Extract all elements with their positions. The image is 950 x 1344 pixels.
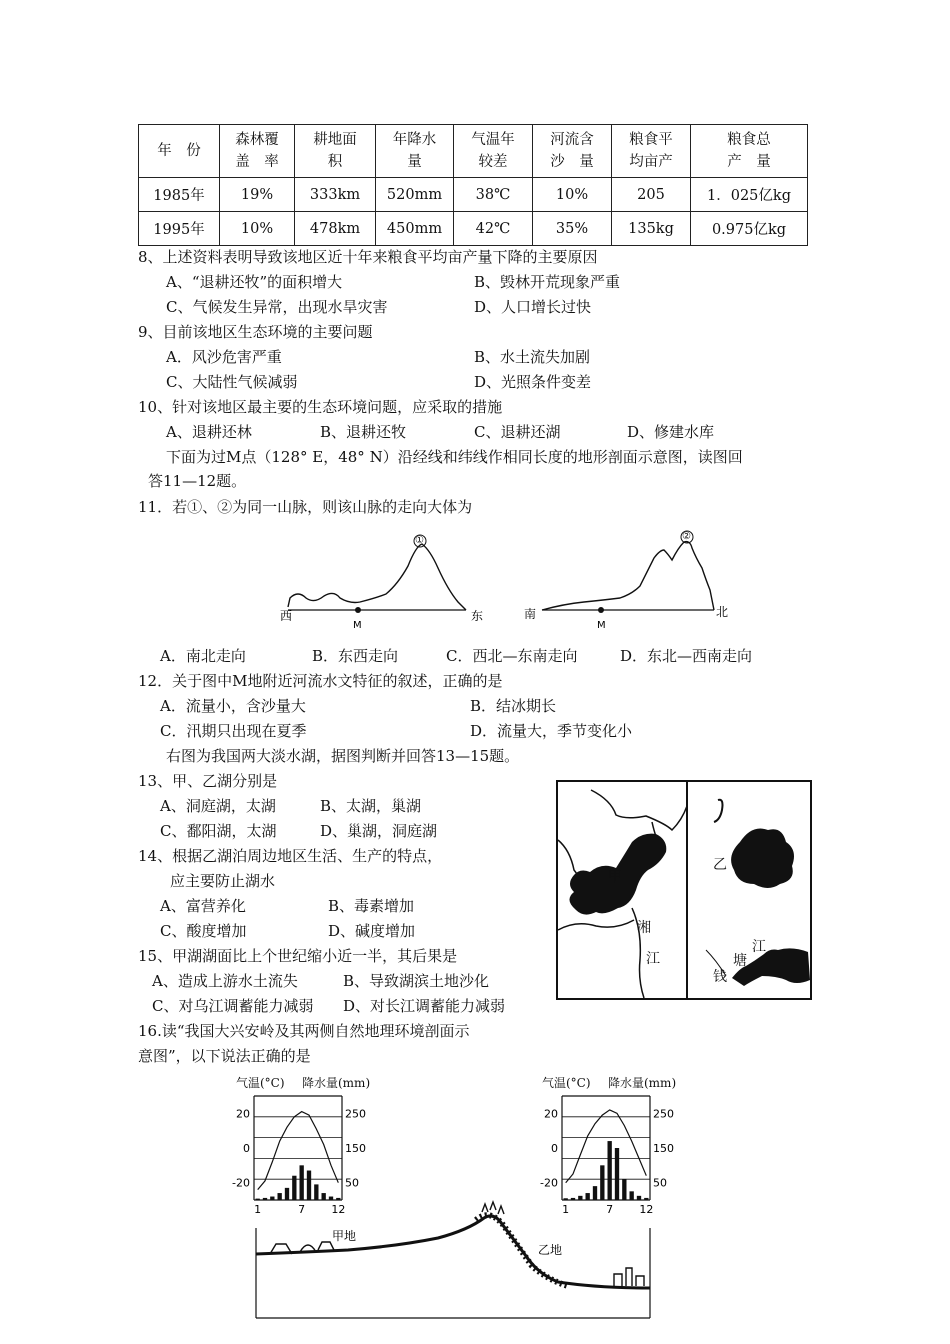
precip-bar bbox=[322, 1193, 326, 1200]
q16-line1: 16.读“我国大兴安岭及其两侧自然地理环境剖面示 bbox=[138, 1022, 470, 1040]
lake-map bbox=[556, 780, 812, 1000]
month-tick-label: 7 bbox=[606, 1203, 614, 1216]
right-temp-label: 气温(°C) bbox=[542, 1076, 591, 1090]
q12-option-d: D．流量大，季节变化小 bbox=[470, 722, 633, 740]
table-header-cell: 粮食总 产 量 bbox=[691, 125, 808, 178]
q14-stem-line1: 14、根据乙湖泊周边地区生活、生产的特点， bbox=[138, 847, 443, 865]
table-header-cell: 粮食平 均亩产 bbox=[612, 125, 691, 178]
q15-option-d: D、对长江调蓄能力减弱 bbox=[343, 997, 506, 1015]
tang-label: 塘 bbox=[733, 953, 747, 969]
table-cell: 1．025亿kg bbox=[691, 178, 808, 212]
q11-option-b: B．东西走向 bbox=[312, 647, 399, 665]
table-cell: 1985年 bbox=[139, 178, 220, 212]
temp-tick-label: -20 bbox=[232, 1176, 250, 1190]
precip-tick-label: 250 bbox=[345, 1107, 366, 1121]
table-cell: 0.975亿kg bbox=[691, 212, 808, 246]
table-header-cell: 年 份 bbox=[139, 125, 220, 178]
month-tick-label: 12 bbox=[331, 1203, 346, 1216]
precip-bar bbox=[285, 1188, 289, 1200]
precip-bar bbox=[608, 1141, 612, 1200]
month-tick-label: 7 bbox=[298, 1203, 306, 1216]
q10-option-a: A、退耕还林 bbox=[166, 423, 252, 441]
q14-stem-line2: 应主要防止湖水 bbox=[170, 872, 276, 890]
q12-option-a: A．流量小，含沙量大 bbox=[160, 697, 306, 715]
precip-bar bbox=[292, 1176, 296, 1200]
climate-chart-right bbox=[540, 1096, 674, 1216]
q10-option-d: D、修建水库 bbox=[627, 423, 715, 441]
table-cell: 42℃ bbox=[454, 212, 533, 246]
q13-option-b: B、太湖，巢湖 bbox=[320, 797, 422, 815]
precip-bar bbox=[600, 1165, 604, 1200]
q10-stem: 10、针对该地区最主要的生态环境问题，应采取的措施 bbox=[138, 398, 503, 416]
month-tick-label: 1 bbox=[562, 1203, 570, 1216]
q13-option-a: A、洞庭湖，太湖 bbox=[160, 797, 276, 815]
precip-bar bbox=[630, 1191, 634, 1200]
q11-option-a: A．南北走向 bbox=[160, 647, 246, 665]
precip-bar bbox=[270, 1197, 274, 1200]
q9-stem: 9、目前该地区生态环境的主要问题 bbox=[138, 323, 373, 341]
climate-chart-left bbox=[232, 1096, 366, 1216]
q12-option-b: B．结冰期长 bbox=[470, 697, 557, 715]
q12-stem: 12．关于图中M地附近河流水文特征的叙述，正确的是 bbox=[138, 672, 503, 690]
precip-bar bbox=[644, 1198, 648, 1200]
q15-option-b: B、导致湖滨土地沙化 bbox=[343, 972, 490, 990]
q13-option-d: D、巢湖，洞庭湖 bbox=[320, 822, 438, 840]
temp-tick-label: 0 bbox=[551, 1142, 558, 1155]
precip-bar bbox=[314, 1184, 318, 1200]
yidi-label: 乙地 bbox=[538, 1243, 563, 1257]
lake-jia-label: 甲 bbox=[608, 869, 622, 885]
terrain-line bbox=[288, 544, 466, 610]
right-precip-label: 降水量(mm) bbox=[608, 1076, 677, 1090]
intro-11-12-line1: 下面为过M点（128° E，48° N）沿经线和纬线作相同长度的地形剖面示意图，读图回 bbox=[166, 448, 743, 466]
q8-option-c: C、气候发生异常，出现水旱灾害 bbox=[166, 298, 388, 316]
precip-tick-label: 150 bbox=[653, 1142, 674, 1155]
precip-bar bbox=[571, 1198, 575, 1200]
precip-tick-label: 50 bbox=[653, 1176, 667, 1190]
q15-stem: 15、甲湖湖面比上个世纪缩小近一半，其后果是 bbox=[138, 947, 458, 965]
profile-west-east bbox=[280, 532, 490, 632]
precip-bar bbox=[278, 1193, 282, 1200]
table-cell: 450mm bbox=[376, 212, 454, 246]
temp-tick-label: 0 bbox=[243, 1142, 250, 1155]
west-label: 西 bbox=[280, 609, 293, 623]
peak-1-label: ① bbox=[415, 535, 424, 546]
table-cell: 478km bbox=[295, 212, 376, 246]
table-cell: 333km bbox=[295, 178, 376, 212]
precip-bar bbox=[586, 1193, 590, 1200]
south-label: 南 bbox=[524, 607, 537, 621]
q14-option-b: B、毒素增加 bbox=[328, 897, 415, 915]
left-temp-label: 气温(°C) bbox=[236, 1076, 285, 1090]
precip-tick-label: 150 bbox=[345, 1142, 366, 1155]
q13-option-c: C、鄱阳湖，太湖 bbox=[160, 822, 277, 840]
jiang-label-left: 江 bbox=[646, 951, 660, 967]
table-header-row bbox=[139, 125, 808, 178]
q13-stem: 13、甲、乙湖分别是 bbox=[138, 772, 278, 790]
table-cell: 19% bbox=[220, 178, 295, 212]
table-row bbox=[139, 178, 808, 212]
precip-bar bbox=[593, 1186, 597, 1200]
climate-profile-figure bbox=[228, 1090, 674, 1320]
q9-option-d: D、光照条件变差 bbox=[474, 373, 592, 391]
table-cell: 205 bbox=[612, 178, 691, 212]
terrain-line bbox=[542, 542, 714, 610]
table-header-cell: 气温年 较差 bbox=[454, 125, 533, 178]
north-label: 北 bbox=[716, 605, 729, 619]
temp-tick-label: 20 bbox=[236, 1107, 250, 1121]
lake-yi-label: 乙 bbox=[713, 857, 727, 873]
q15-option-a: A、造成上游水土流失 bbox=[152, 972, 298, 990]
q8-stem: 8、上述资料表明导致该地区近十年来粮食平均亩产量下降的主要原因 bbox=[138, 248, 598, 266]
temperature-curve bbox=[566, 1110, 647, 1183]
q14-option-a: A、富营养化 bbox=[160, 897, 246, 915]
table-row bbox=[139, 212, 808, 246]
q10-option-b: B、退耕还牧 bbox=[320, 423, 407, 441]
m-point bbox=[355, 607, 361, 613]
q16-line2: 意图”，以下说法正确的是 bbox=[138, 1047, 311, 1065]
table-cell: 35% bbox=[533, 212, 612, 246]
ridge-tree-icon bbox=[482, 1202, 504, 1214]
precip-tick-label: 50 bbox=[345, 1176, 359, 1190]
q9-option-b: B、水土流失加剧 bbox=[474, 348, 591, 366]
q14-option-c: C、酸度增加 bbox=[160, 922, 247, 940]
m-label: M bbox=[353, 620, 362, 631]
table-cell: 135kg bbox=[612, 212, 691, 246]
q9-option-c: C、大陆性气候减弱 bbox=[166, 373, 298, 391]
q15-option-c: C、对乌江调蓄能力减弱 bbox=[152, 997, 314, 1015]
q8-option-b: B、毁林开荒现象严重 bbox=[474, 273, 621, 291]
table-cell: 520mm bbox=[376, 178, 454, 212]
q8-option-d: D、人口增长过快 bbox=[474, 298, 592, 316]
table-header-cell: 年降水 量 bbox=[376, 125, 454, 178]
terrain-profile-line bbox=[256, 1216, 650, 1288]
month-tick-label: 1 bbox=[254, 1203, 262, 1216]
table-header-cell: 耕地面 积 bbox=[295, 125, 376, 178]
m-point bbox=[598, 607, 604, 613]
q11-option-d: D．东北—西南走向 bbox=[620, 647, 753, 665]
q9-option-a: A．风沙危害严重 bbox=[166, 348, 282, 366]
table-header-cell: 森林覆 盖 率 bbox=[220, 125, 295, 178]
profile-south-north bbox=[524, 528, 734, 632]
q10-option-c: C、退耕还湖 bbox=[474, 423, 561, 441]
jiadi-label: 甲地 bbox=[332, 1229, 357, 1243]
east-label: 东 bbox=[471, 609, 484, 623]
table-cell: 10% bbox=[533, 178, 612, 212]
yidi-building-icon bbox=[614, 1268, 644, 1286]
table-cell: 38℃ bbox=[454, 178, 533, 212]
precip-bar bbox=[263, 1198, 267, 1200]
precip-bar bbox=[300, 1165, 304, 1200]
table-cell: 1995年 bbox=[139, 212, 220, 246]
q11-stem: 11．若①、②为同一山脉，则该山脉的走向大体为 bbox=[138, 498, 473, 516]
jiang-label-right: 江 bbox=[752, 939, 766, 955]
peak-2-label: ② bbox=[682, 531, 691, 542]
precip-bar bbox=[622, 1179, 626, 1200]
precip-bar bbox=[336, 1198, 340, 1200]
temp-tick-label: -20 bbox=[540, 1176, 558, 1190]
temp-tick-label: 20 bbox=[544, 1107, 558, 1121]
precip-bar bbox=[329, 1197, 333, 1200]
table-cell: 10% bbox=[220, 212, 295, 246]
precip-bar bbox=[564, 1198, 568, 1200]
xiang-label: 湘 bbox=[637, 920, 651, 936]
precip-bar bbox=[615, 1148, 619, 1200]
left-precip-label: 降水量(mm) bbox=[302, 1076, 371, 1090]
q14-option-d: D、碱度增加 bbox=[328, 922, 416, 940]
m-label: M bbox=[597, 620, 606, 631]
month-tick-label: 12 bbox=[639, 1203, 654, 1216]
precip-tick-label: 250 bbox=[653, 1107, 674, 1121]
precip-bar bbox=[578, 1196, 582, 1200]
q12-option-c: C．汛期只出现在夏季 bbox=[160, 722, 307, 740]
intro-11-12-line2: 答11—12题。 bbox=[148, 472, 247, 490]
q8-option-a: A、“退耕还牧”的面积增大 bbox=[166, 273, 343, 291]
q11-option-c: C．西北—东南走向 bbox=[446, 647, 578, 665]
intro-13-15: 右图为我国两大淡水湖，据图判断并回答13—15题。 bbox=[166, 747, 520, 765]
data-table bbox=[138, 124, 808, 246]
precip-bar bbox=[256, 1199, 260, 1200]
qian-label: 钱 bbox=[713, 969, 727, 985]
table-header-cell: 河流含 沙 量 bbox=[533, 125, 612, 178]
precip-bar bbox=[637, 1196, 641, 1200]
temperature-curve bbox=[258, 1112, 339, 1190]
precip-bar bbox=[307, 1171, 311, 1200]
